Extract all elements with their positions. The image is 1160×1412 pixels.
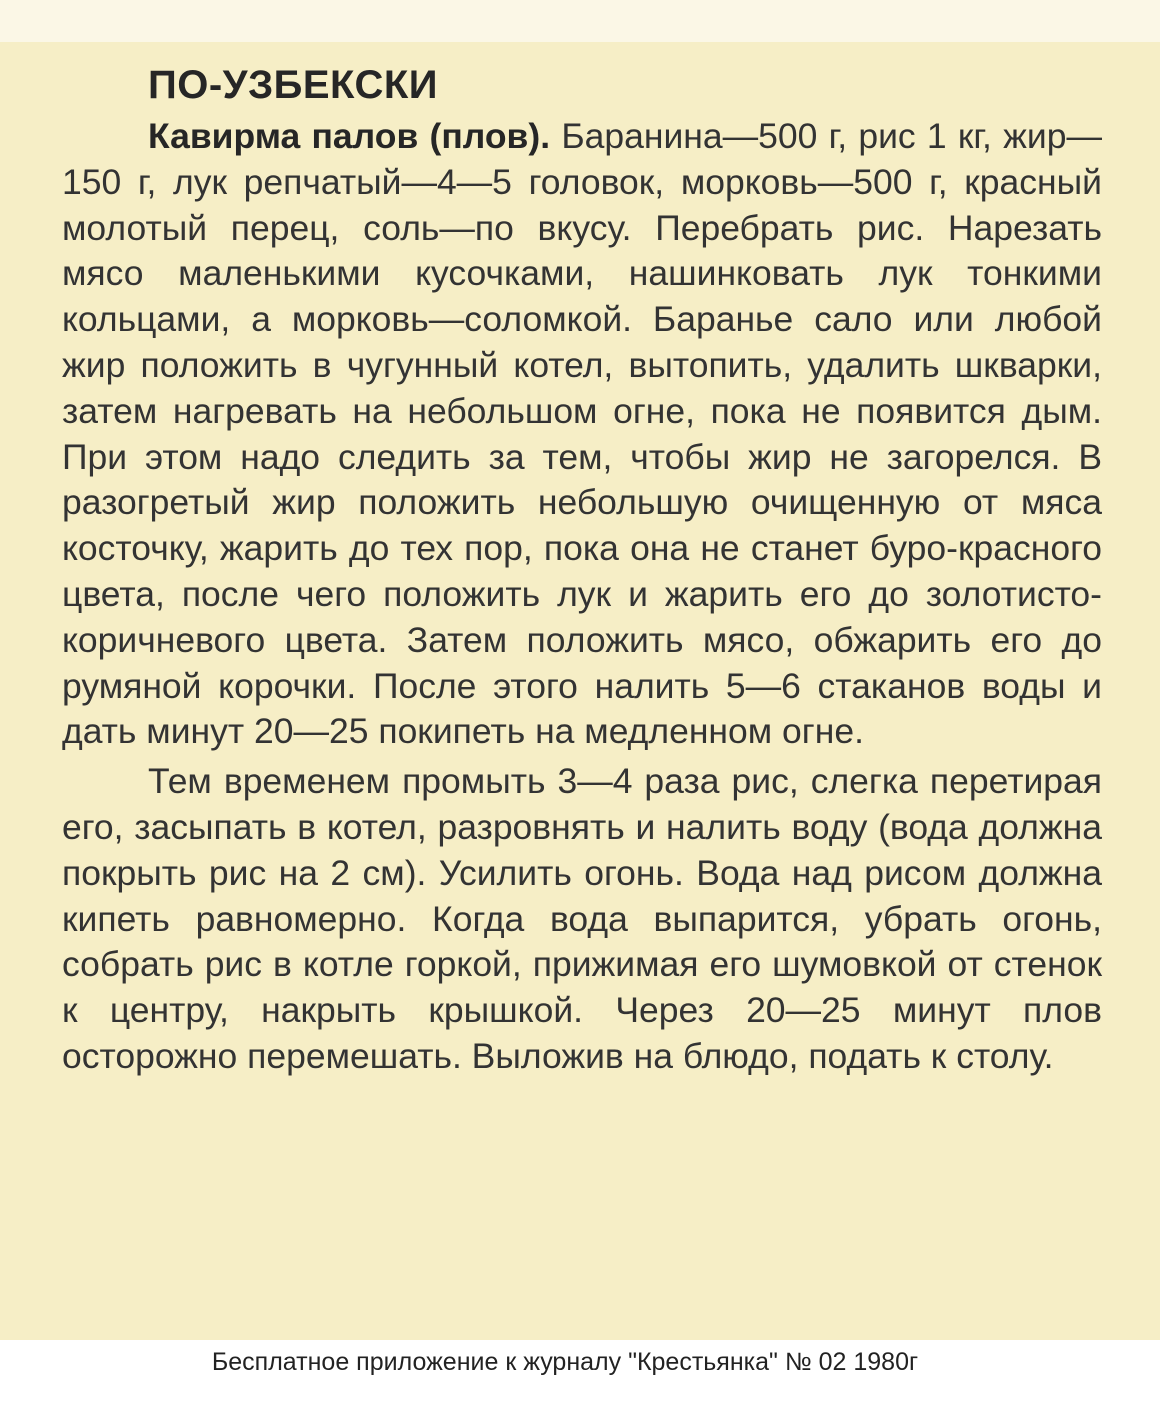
- clipping-top-margin: [0, 0, 1160, 42]
- article-heading: ПО-УЗБЕКСКИ: [148, 63, 438, 107]
- paragraph-1-text: Баранина—500 г, рис 1 кг, жир—150 г, лук репчатый—4—5 головок, морковь—500 г, красный молотый перец, соль—по вкусу. Перебрать рис. Нарезать мясо маленькими кусочками, нашинковать лук тонкими кольцами, а морковь—соломкой. Баранье сало или любой жир положить в чугунный котел, вытопить, удалить шкварки, затем нагревать на небольшом огне, пока не появится дым. При этом надо следить за тем, чтобы жир не загорелся. В разогретый жир положить небольшую очищенную от мяса косточку, жарить до тех пор, пока она не станет буро-красного цвета, после чего положить лук и жарить его до золотисто-коричневого цвета. Затем положить мясо, обжарить его до румяной корочки. После этого налить 5—6 стаканов воды и дать минут 20—25 покипеть на медленном огне.: [62, 116, 1102, 752]
- source-caption: Бесплатное приложение к журналу "Крестьянка" № 02 1980г: [211, 1348, 919, 1376]
- recipe-article: [62, 58, 1102, 1080]
- paragraph-2-text: Тем временем промыть 3—4 раза рис, слегка перетирая его, засыпать в котел, разровнять и налить воду (вода должна покрыть рис на 2 см). Усилить огонь. Вода над рисом должна кипеть равномерно. Когда вода выпарится, убрать огонь, собрать рис в котле горкой, прижимая его шумовкой от стенок к центру, накрыть крышкой. Через 20—25 минут плов осторожно перемешать. Выложив на блюдо, подать к столу.: [62, 761, 1102, 1076]
- dish-name: Кавирма палов (плов).: [148, 116, 551, 156]
- recipe-paragraph-ingredients: [62, 114, 1102, 755]
- recipe-paragraph-cooking: [62, 759, 1102, 1080]
